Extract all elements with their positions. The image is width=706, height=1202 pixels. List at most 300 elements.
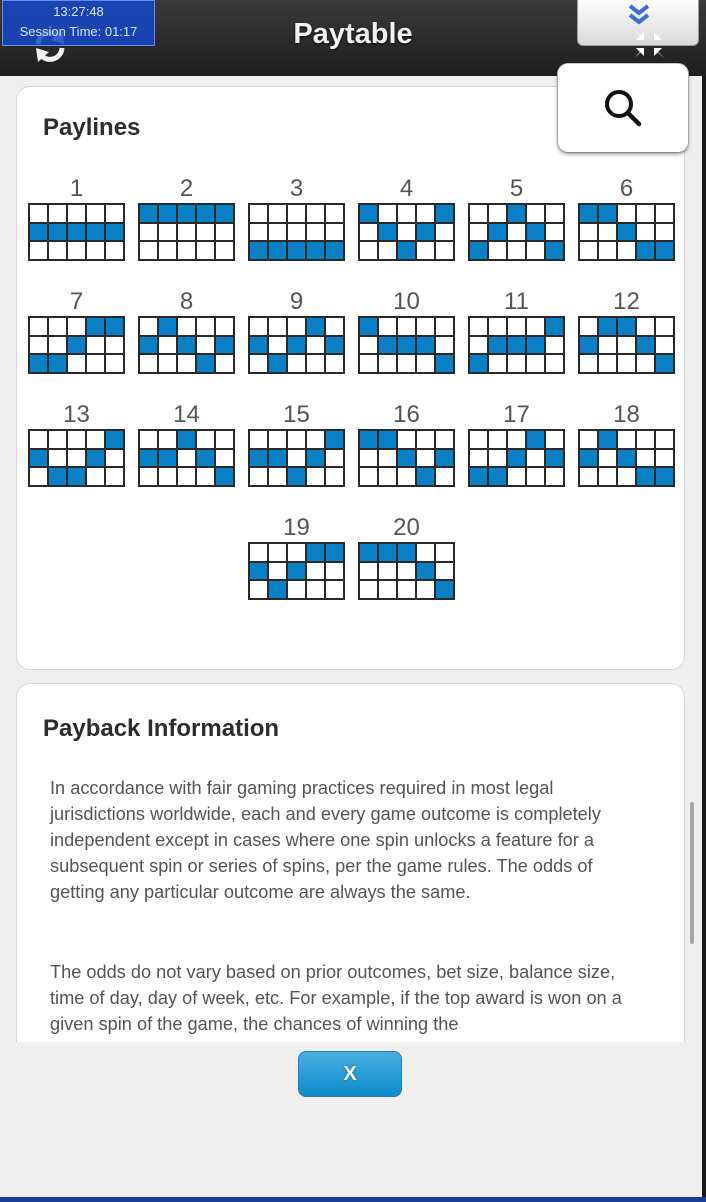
payline-cell-active <box>489 468 506 485</box>
payback-paragraph: The odds do not vary based on prior outcomes, bet size, balance size, time of day, day of week, etc. For example, if the top award is won on a given spin of the game, the chances of winning the <box>50 962 622 1034</box>
payline-cell <box>656 337 673 354</box>
payline-cell <box>360 450 377 467</box>
payline-cell <box>68 242 85 259</box>
payline-pattern <box>248 316 345 374</box>
payline-cell-active <box>379 337 396 354</box>
payline-cell <box>159 431 176 448</box>
payline-cell <box>307 205 324 222</box>
payline-cell <box>360 337 377 354</box>
payline-cell <box>398 581 415 598</box>
payline-cell-active <box>87 224 104 241</box>
payline-cell <box>398 224 415 241</box>
payline-cell-active <box>269 355 286 372</box>
payline-cell <box>288 205 305 222</box>
payline-cell <box>546 431 563 448</box>
payline-cell-active <box>307 544 324 561</box>
payline-cell-active <box>197 205 214 222</box>
payline-cell <box>159 468 176 485</box>
payline-cell <box>49 431 66 448</box>
close-button[interactable]: X <box>298 1051 402 1097</box>
payline-cell <box>417 318 434 335</box>
payline-cell <box>436 544 453 561</box>
payline-cell-active <box>546 450 563 467</box>
payline-cell <box>637 431 654 448</box>
payline-cell <box>489 450 506 467</box>
payline-cell-active <box>30 355 47 372</box>
payline-cell <box>546 224 563 241</box>
payline-number: 14 <box>173 401 200 428</box>
payline-number: 18 <box>613 401 640 428</box>
payline-cell <box>30 318 47 335</box>
payline-cell-active <box>599 431 616 448</box>
payline-cell <box>637 318 654 335</box>
payline-12 <box>578 288 675 386</box>
payline-cell <box>250 431 267 448</box>
payline-cell <box>216 224 233 241</box>
payline-5 <box>468 175 565 273</box>
payline-cell <box>436 431 453 448</box>
payline-cell-active <box>417 468 434 485</box>
payline-cell <box>49 205 66 222</box>
payline-cell <box>470 450 487 467</box>
payline-cell <box>656 205 673 222</box>
payline-cell-active <box>436 581 453 598</box>
payline-cell-active <box>656 468 673 485</box>
payline-cell <box>379 318 396 335</box>
payline-cell <box>178 450 195 467</box>
payline-cell <box>436 563 453 580</box>
paylines-title: Paylines <box>43 114 141 141</box>
shrink-arrows-icon[interactable] <box>630 28 668 60</box>
search-button[interactable] <box>558 64 688 152</box>
payline-cell <box>470 224 487 241</box>
payline-cell-active <box>470 242 487 259</box>
payline-cell-active <box>159 318 176 335</box>
payline-cell <box>250 318 267 335</box>
payline-cell-active <box>326 431 343 448</box>
payline-number: 19 <box>283 514 310 541</box>
payline-cell <box>656 450 673 467</box>
payline-cell-active <box>197 450 214 467</box>
payline-cell-active <box>417 563 434 580</box>
payline-cell-active <box>140 205 157 222</box>
payline-cell-active <box>68 468 85 485</box>
payline-cell <box>197 337 214 354</box>
payline-cell <box>269 224 286 241</box>
payline-cell-active <box>470 355 487 372</box>
payline-cell <box>379 468 396 485</box>
payline-cell <box>527 468 544 485</box>
payline-number: 11 <box>504 288 529 315</box>
payline-cell <box>618 242 635 259</box>
payline-cell-active <box>269 581 286 598</box>
payline-6 <box>578 175 675 273</box>
payline-cell <box>618 337 635 354</box>
payline-number: 3 <box>289 175 304 202</box>
payline-pattern <box>358 203 455 261</box>
payline-cell <box>49 242 66 259</box>
payline-cell <box>379 242 396 259</box>
payline-cell <box>508 242 525 259</box>
payline-cell <box>159 337 176 354</box>
payline-pattern <box>138 429 235 487</box>
payline-cell-active <box>216 337 233 354</box>
payline-cell-active <box>140 450 157 467</box>
payline-cell <box>489 431 506 448</box>
payline-cell-active <box>527 431 544 448</box>
payline-cell-active <box>508 205 525 222</box>
payline-cell <box>398 431 415 448</box>
payline-cell <box>197 224 214 241</box>
payline-number: 8 <box>179 288 194 315</box>
payline-cell <box>178 318 195 335</box>
payline-cell <box>618 205 635 222</box>
payline-pattern <box>28 316 125 374</box>
payline-cell <box>508 468 525 485</box>
payline-cell <box>599 224 616 241</box>
payline-cell <box>489 355 506 372</box>
payline-cell <box>379 355 396 372</box>
payline-number: 9 <box>289 288 304 315</box>
payline-cell-active <box>656 355 673 372</box>
payline-cell <box>398 355 415 372</box>
payline-cell <box>288 450 305 467</box>
payline-cell <box>30 337 47 354</box>
payline-cell-active <box>178 431 195 448</box>
payline-pattern <box>138 203 235 261</box>
payline-cell <box>546 355 563 372</box>
payline-cell <box>637 450 654 467</box>
payline-cell <box>216 318 233 335</box>
payline-cell <box>106 468 123 485</box>
payline-cell <box>508 431 525 448</box>
payline-cell-active <box>159 205 176 222</box>
payline-cell <box>307 355 324 372</box>
payline-pattern <box>358 429 455 487</box>
payline-cell-active <box>68 224 85 241</box>
payline-cell-active <box>599 205 616 222</box>
bottom-bar <box>0 1197 706 1202</box>
payline-cell-active <box>140 337 157 354</box>
payline-cell <box>417 450 434 467</box>
payline-cell-active <box>489 337 506 354</box>
payline-cell-active <box>250 450 267 467</box>
payline-cell <box>470 431 487 448</box>
payline-cell-active <box>580 337 597 354</box>
payline-pattern <box>248 203 345 261</box>
payline-cell <box>159 242 176 259</box>
payline-cell-active <box>30 450 47 467</box>
payline-cell <box>618 468 635 485</box>
payline-cell <box>326 468 343 485</box>
payline-cell <box>269 337 286 354</box>
payline-cell-active <box>637 468 654 485</box>
payline-cell-active <box>269 242 286 259</box>
payline-3 <box>248 175 345 273</box>
payline-cell <box>436 468 453 485</box>
payline-number: 1 <box>69 175 84 202</box>
payline-cell <box>546 468 563 485</box>
payline-cell <box>216 242 233 259</box>
payline-cell <box>489 242 506 259</box>
payline-number: 12 <box>613 288 640 315</box>
payline-cell <box>618 431 635 448</box>
payline-cell <box>106 450 123 467</box>
payline-cell <box>197 318 214 335</box>
payline-number: 7 <box>69 288 84 315</box>
double-chevron-down-icon <box>627 3 651 27</box>
payline-cell <box>106 205 123 222</box>
payline-cell <box>599 242 616 259</box>
payline-cell <box>580 431 597 448</box>
payline-cell <box>307 337 324 354</box>
payline-cell <box>49 337 66 354</box>
payline-cell <box>527 242 544 259</box>
payline-cell-active <box>178 337 195 354</box>
payline-cell-active <box>436 205 453 222</box>
payline-cell <box>140 468 157 485</box>
payline-17 <box>468 401 565 499</box>
payline-cell <box>470 318 487 335</box>
search-icon <box>601 86 645 130</box>
payline-cell <box>398 205 415 222</box>
payline-cell <box>178 468 195 485</box>
payline-number: 17 <box>503 401 530 428</box>
payline-cell <box>68 450 85 467</box>
payline-cell <box>326 224 343 241</box>
payline-pattern <box>468 429 565 487</box>
payline-cell-active <box>106 318 123 335</box>
payline-cell-active <box>398 242 415 259</box>
payline-cell <box>417 544 434 561</box>
payline-cell <box>326 355 343 372</box>
payline-cell <box>250 355 267 372</box>
payline-cell-active <box>87 318 104 335</box>
payline-cell <box>379 450 396 467</box>
payline-cell-active <box>398 544 415 561</box>
payline-cell-active <box>106 431 123 448</box>
payline-cell <box>326 450 343 467</box>
payline-cell <box>159 224 176 241</box>
payline-number: 6 <box>619 175 634 202</box>
payline-cell <box>599 468 616 485</box>
payline-cell <box>326 318 343 335</box>
payline-cell-active <box>580 450 597 467</box>
payline-cell <box>87 431 104 448</box>
payline-cell <box>637 205 654 222</box>
payline-cell <box>580 355 597 372</box>
payline-cell-active <box>360 205 377 222</box>
payline-cell-active <box>269 450 286 467</box>
payline-cell <box>546 205 563 222</box>
payline-cell <box>250 581 267 598</box>
payline-cell <box>216 355 233 372</box>
payline-4 <box>358 175 455 273</box>
payline-cell <box>106 355 123 372</box>
payline-cell <box>269 544 286 561</box>
payline-cell <box>197 242 214 259</box>
payline-cell-active <box>197 355 214 372</box>
payline-cell <box>489 318 506 335</box>
payline-cell <box>527 318 544 335</box>
payline-cell-active <box>216 205 233 222</box>
payline-cell-active <box>580 205 597 222</box>
payline-cell-active <box>508 337 525 354</box>
payline-cell-active <box>250 242 267 259</box>
payline-15 <box>248 401 345 499</box>
payline-pattern <box>248 542 345 600</box>
payline-cell-active <box>216 468 233 485</box>
payline-cell <box>106 242 123 259</box>
payline-cell <box>470 337 487 354</box>
payline-number: 4 <box>399 175 414 202</box>
payline-cell <box>140 318 157 335</box>
payline-cell <box>398 318 415 335</box>
payline-cell <box>508 224 525 241</box>
payline-cell <box>527 205 544 222</box>
payline-cell-active <box>106 224 123 241</box>
payline-cell <box>87 355 104 372</box>
payline-cell <box>269 205 286 222</box>
payline-2 <box>138 175 235 273</box>
payline-cell-active <box>618 450 635 467</box>
payline-cell <box>360 563 377 580</box>
payline-number: 10 <box>393 288 420 315</box>
payline-cell-active <box>436 450 453 467</box>
payline-cell-active <box>326 242 343 259</box>
payline-cell-active <box>49 224 66 241</box>
payline-cell-active <box>398 450 415 467</box>
payline-cell-active <box>417 337 434 354</box>
payline-pattern <box>578 429 675 487</box>
payline-cell <box>269 431 286 448</box>
payline-cell <box>87 337 104 354</box>
payline-pattern <box>468 316 565 374</box>
payline-cell <box>656 318 673 335</box>
payline-cell-active <box>360 544 377 561</box>
payline-cell-active <box>178 205 195 222</box>
payline-cell-active <box>637 337 654 354</box>
payline-cell-active <box>508 450 525 467</box>
payline-cell <box>250 468 267 485</box>
payline-cell <box>360 242 377 259</box>
payline-cell <box>326 205 343 222</box>
payline-cell <box>360 468 377 485</box>
payline-cell-active <box>527 224 544 241</box>
payline-cell <box>489 205 506 222</box>
payline-cell-active <box>68 337 85 354</box>
payline-cell <box>140 355 157 372</box>
payline-cell <box>417 205 434 222</box>
payline-cell <box>398 468 415 485</box>
payline-cell <box>599 337 616 354</box>
scrollbar[interactable] <box>690 802 694 944</box>
payline-cell <box>417 242 434 259</box>
payline-cell <box>30 205 47 222</box>
payline-cell <box>250 544 267 561</box>
payline-cell-active <box>87 450 104 467</box>
payline-14 <box>138 401 235 499</box>
payline-cell-active <box>599 318 616 335</box>
payline-cell <box>269 318 286 335</box>
payline-cell <box>178 355 195 372</box>
payline-cell <box>656 224 673 241</box>
payline-cell-active <box>159 450 176 467</box>
clock: 13:27:48 <box>53 4 104 19</box>
payline-cell <box>307 468 324 485</box>
payline-cell-active <box>288 337 305 354</box>
payline-cell <box>326 563 343 580</box>
payline-cell <box>178 242 195 259</box>
payline-cell-active <box>417 224 434 241</box>
payline-cell <box>30 242 47 259</box>
payline-cell <box>288 544 305 561</box>
payline-cell <box>546 337 563 354</box>
payline-cell-active <box>379 224 396 241</box>
payline-cell <box>527 450 544 467</box>
payline-cell <box>417 355 434 372</box>
payline-cell <box>379 581 396 598</box>
payline-cell <box>216 450 233 467</box>
payline-cell <box>417 581 434 598</box>
payline-8 <box>138 288 235 386</box>
payline-pattern <box>28 203 125 261</box>
payline-cell <box>307 224 324 241</box>
payline-cell <box>599 450 616 467</box>
payline-pattern <box>358 542 455 600</box>
payline-cell-active <box>49 355 66 372</box>
payline-cell <box>68 205 85 222</box>
payline-19 <box>248 514 345 612</box>
payline-cell <box>379 563 396 580</box>
payline-cell-active <box>546 242 563 259</box>
payline-pattern <box>28 429 125 487</box>
payline-cell <box>599 355 616 372</box>
payline-cell <box>360 355 377 372</box>
payline-number: 5 <box>509 175 524 202</box>
payline-cell <box>637 355 654 372</box>
payline-cell <box>250 205 267 222</box>
payline-cell-active <box>288 468 305 485</box>
payline-16 <box>358 401 455 499</box>
payline-7 <box>28 288 125 386</box>
payline-cell <box>580 224 597 241</box>
payline-cell <box>436 318 453 335</box>
payline-cell <box>30 431 47 448</box>
payline-cell <box>87 242 104 259</box>
payline-cell <box>398 563 415 580</box>
payline-cell <box>307 581 324 598</box>
window-edge <box>702 76 706 1202</box>
payline-cell-active <box>250 337 267 354</box>
payline-cell-active <box>30 224 47 241</box>
payline-cell <box>436 337 453 354</box>
payline-number: 16 <box>393 401 420 428</box>
payline-cell-active <box>49 468 66 485</box>
payline-cell <box>288 431 305 448</box>
payline-cell <box>637 224 654 241</box>
payline-20 <box>358 514 455 612</box>
payline-cell <box>326 581 343 598</box>
payline-number: 20 <box>393 514 420 541</box>
payline-cell-active <box>360 431 377 448</box>
payback-paragraph: In accordance with fair gaming practices required in most legal jurisdictions worldwide, each and every game outcome is completely independent except in cases where one spin unlocks a feature for a subsequent spin or series of spins, per the game rules. The odds of getting any particular outcome are always the same. <box>50 778 601 902</box>
payline-number: 13 <box>63 401 90 428</box>
page-title: Paytable <box>293 18 413 50</box>
payline-cell <box>250 224 267 241</box>
payline-pattern <box>578 203 675 261</box>
payline-cell <box>527 355 544 372</box>
